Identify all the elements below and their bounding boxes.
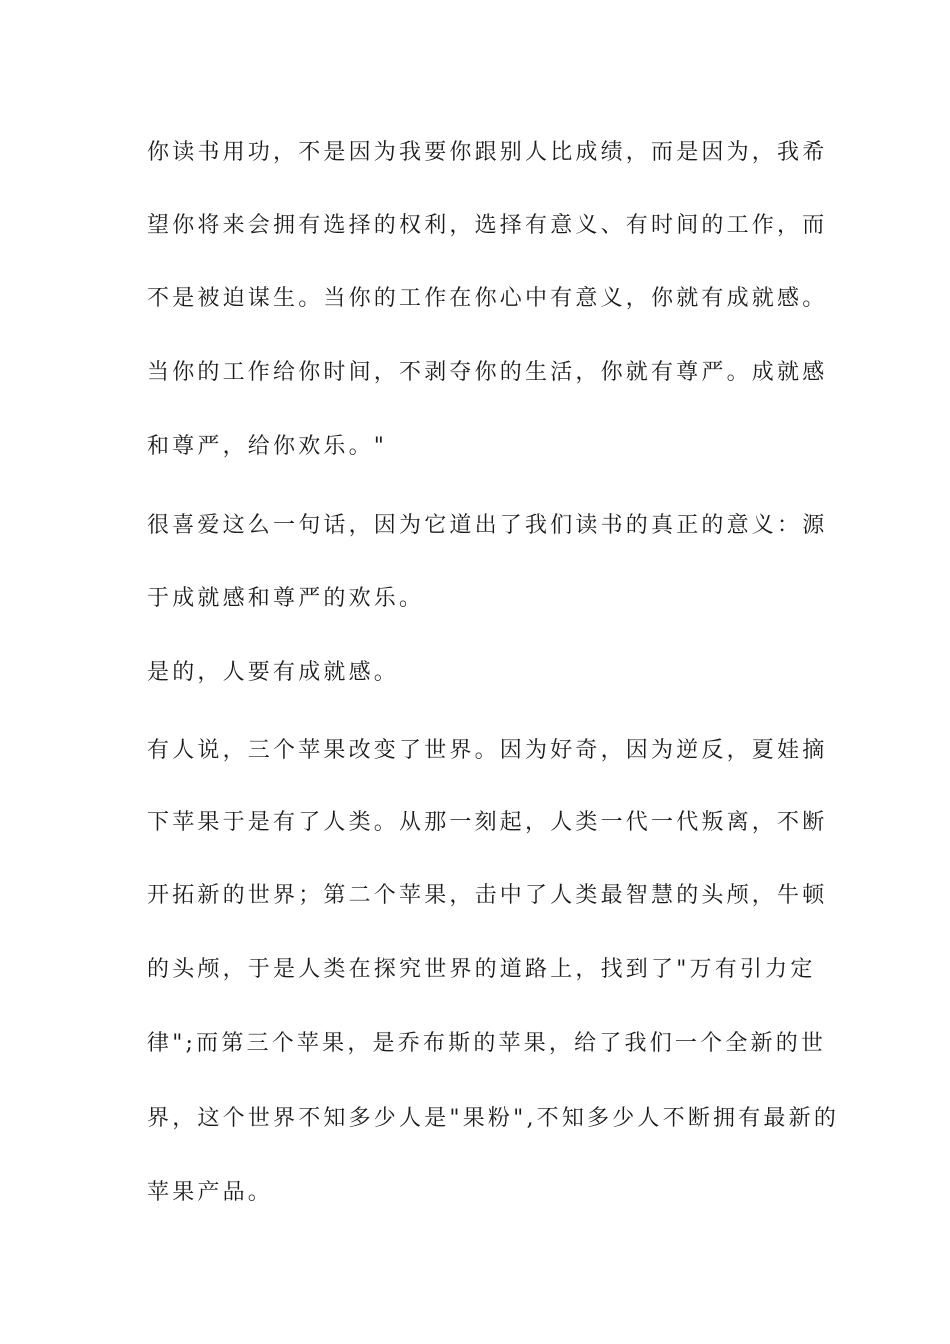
text-line: 界，这个世界不知多少人是"果粉",不知多少人不断拥有最新的 [147,1106,840,1131]
text-line: 望你将来会拥有选择的权利，选择有意义、有时间的工作，而 [147,213,828,238]
text-line: 开拓新的世界；第二个苹果，击中了人类最智慧的头颅，牛顿 [147,883,828,908]
text-line: 下苹果于是有了人类。从那一刻起，人类一代一代叛离，不断 [147,810,828,835]
text-line: 和尊严，给你欢乐。" [147,434,388,459]
text-line: 不是被迫谋生。当你的工作在你心中有意义，你就有成就感。 [147,286,828,311]
text-line: 你读书用功，不是因为我要你跟别人比成绩，而是因为，我希 [147,140,828,165]
text-line: 律";而第三个苹果，是乔布斯的苹果，给了我们一个全新的世 [147,1031,827,1056]
text-line: 很喜爱这么一句话，因为它道出了我们读书的真正的意义：源 [147,513,828,538]
text-line: 当你的工作给你时间，不剥夺你的生活，你就有尊严。成就感 [147,360,828,385]
text-line: 的头颅，于是人类在探究世界的道路上，找到了"万有引力定 [147,957,816,982]
text-line: 有人说，三个苹果改变了世界。因为好奇，因为逆反，夏娃摘 [147,738,828,763]
text-line: 是的，人要有成就感。 [147,660,400,685]
text-line: 苹果产品。 [147,1180,274,1205]
text-line: 于成就感和尊严的欢乐。 [147,586,425,611]
